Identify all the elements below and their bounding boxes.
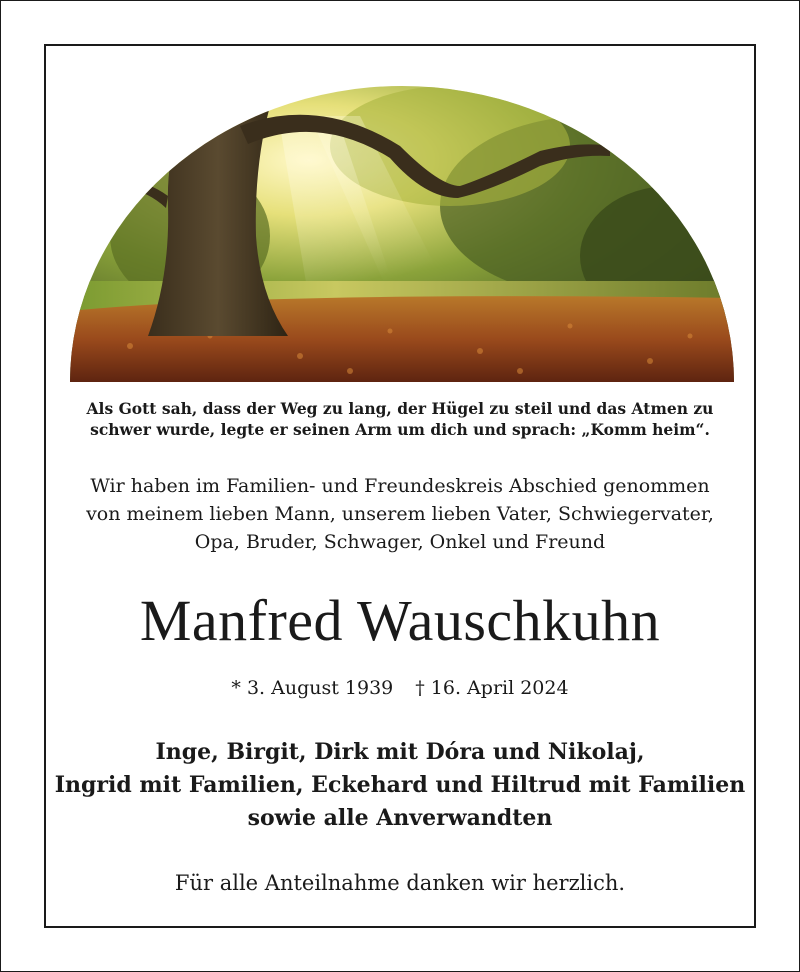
death-date: † 16. April 2024 [415,677,569,699]
intro-line: Opa, Bruder, Schwager, Onkel und Freund [194,531,606,553]
deceased-name: Manfred Wauschkuhn [139,588,661,653]
quote-line: schwer wurde, legte er seinen Arm um dich und sprach: „Komm heim“. [90,420,710,439]
life-dates [44,674,756,702]
family-line: Ingrid mit Familien, Eckehard und Hiltrud mit Familien [54,772,746,798]
thanks-text: Für alle Anteilnahme danken wir herzlich. [174,871,626,895]
family-names [44,736,756,835]
intro-text [44,472,756,556]
family-line: sowie alle Anverwandten [247,805,553,831]
quote-line: Als Gott sah, dass der Weg zu lang, der Hügel zu steil und das Atmen zu [86,399,714,418]
family-line: Inge, Birgit, Dirk mit Dóra und Nikolaj, [155,739,645,765]
quote-text [44,398,756,440]
intro-line: Wir haben im Familien- und Freundeskreis Abschied genommen [90,475,710,497]
intro-line: von meinem lieben Mann, unserem lieben Vater, Schwiegervater, [86,503,714,525]
birth-date: * 3. August 1939 [231,677,394,699]
